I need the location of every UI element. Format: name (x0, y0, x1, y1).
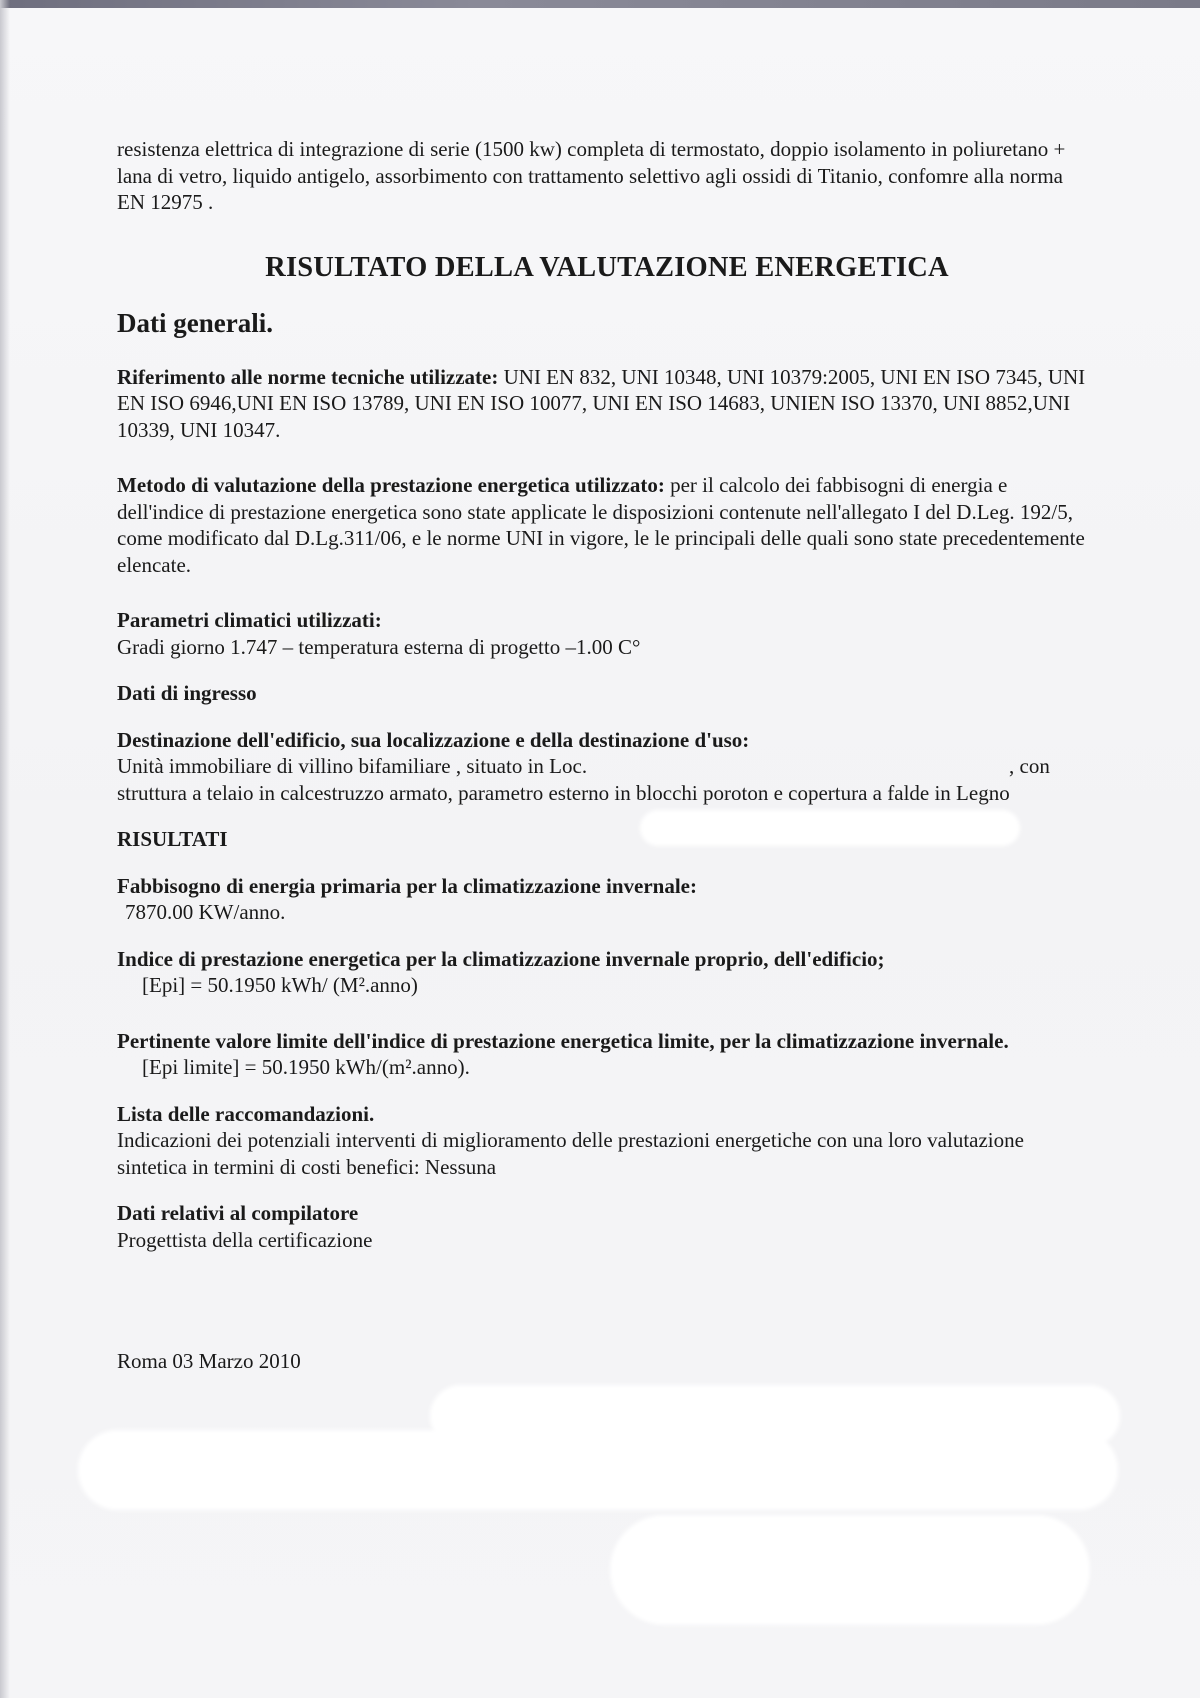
riferimento-text: UNI EN 832, UNI 10348, UNI 10379:2005, UNI EN ISO 7345, UNI EN ISO 6946,UNI EN ISO 13789, UNI EN ISO 10077, UNI EN ISO 14683, UNIEN ISO 13370, UNI 8852,UNI 10339, UNI 10347. (117, 364, 1086, 442)
riferimento-section (117, 364, 1087, 444)
fabbisogno-label: Fabbisogno di energia primaria per la climatizzazione invernale: (117, 873, 697, 898)
redaction-signature (610, 1515, 1090, 1625)
intro-paragraph: resistenza elettrica di integrazione di serie (1500 kw) completa di termostato, doppio isolamento in poliuretano + lana di vetro, liquido antigelo, assorbimento con trattamento selettivo agli ossidi di Titanio, confomre alla norma EN 12975 . (117, 137, 1066, 214)
limite-label: Pertinente valore limite dell'indice di prestazione energetica limite, per la climatizzazione invernale. (117, 1028, 1009, 1053)
parametri-label (117, 607, 1087, 634)
indice-value: [Epi] = 50.1950 kWh/ (M².anno) (142, 973, 418, 997)
destinazione-label: Destinazione dell'edificio, sua localizzazione e della destinazione d'uso: (117, 727, 750, 752)
scan-left-shadow (0, 0, 10, 1698)
raccomandazioni-label: Lista delle raccomandazioni. (117, 1101, 375, 1126)
place-date: Roma 03 Marzo 2010 (117, 1349, 301, 1373)
raccomandazioni-text: Indicazioni dei potenziali interventi di miglioramento delle prestazioni energetiche con una loro valutazione sintetica in termini di costi benefici: Nessuna (117, 1128, 1024, 1179)
compilatore-text: Progettista della certificazione (117, 1227, 373, 1252)
compilatore-label: Dati relativi al compilatore (117, 1201, 359, 1225)
destinazione-text-c: struttura a telaio in calcestruzzo armato, parametro esterno in blocchi poroton e copertura a falde in Legno (117, 780, 1010, 805)
parametri-text: Gradi giorno 1.747 – temperatura esterna di progetto –1.00 C° (117, 634, 641, 659)
document-body (117, 136, 1087, 1375)
dati-ingresso-label: Dati di ingresso (117, 681, 257, 705)
limite-value: [Epi limite] = 50.1950 kWh/(m².anno). (142, 1055, 470, 1079)
metodo-label: Metodo di valutazione della prestazione energetica utilizzato: (117, 473, 665, 497)
destinazione-text-a: Unità immobiliare di villino bifamiliare , situato in Loc. (117, 754, 588, 778)
metodo-section (117, 472, 1087, 578)
indice-label: Indice di prestazione energetica per la climatizzazione invernale proprio, dell'edificio; (117, 946, 885, 971)
risultati-heading: RISULTATI (117, 827, 228, 851)
dati-generali-heading: Dati generali. (117, 307, 273, 338)
riferimento-label: Riferimento alle norme tecniche utilizzate: (117, 364, 499, 389)
destinazione-text-b: , con (1009, 754, 1050, 778)
metodo-text: per il calcolo dei fabbisogni di energia e dell'indice di prestazione energetica sono state applicate le disposizioni contenute nell'allegato I del D.Leg. 192/5, come modificato dal D.Lg.311/06, e le norme UNI in vigore, le le principali delle quali sono state precedentemente elencate. (117, 473, 1085, 577)
document-title: RISULTATO DELLA VALUTAZIONE ENERGETICA (265, 251, 949, 283)
destinazione-line-1 (117, 753, 1087, 780)
redaction-compiler-line-2 (78, 1430, 1118, 1510)
redaction-location (640, 810, 1020, 846)
scan-top-edge (0, 0, 1200, 8)
fabbisogno-value: 7870.00 KW/anno. (125, 900, 286, 924)
parametri-label-text: Parametri climatici utilizzati: (117, 608, 382, 632)
